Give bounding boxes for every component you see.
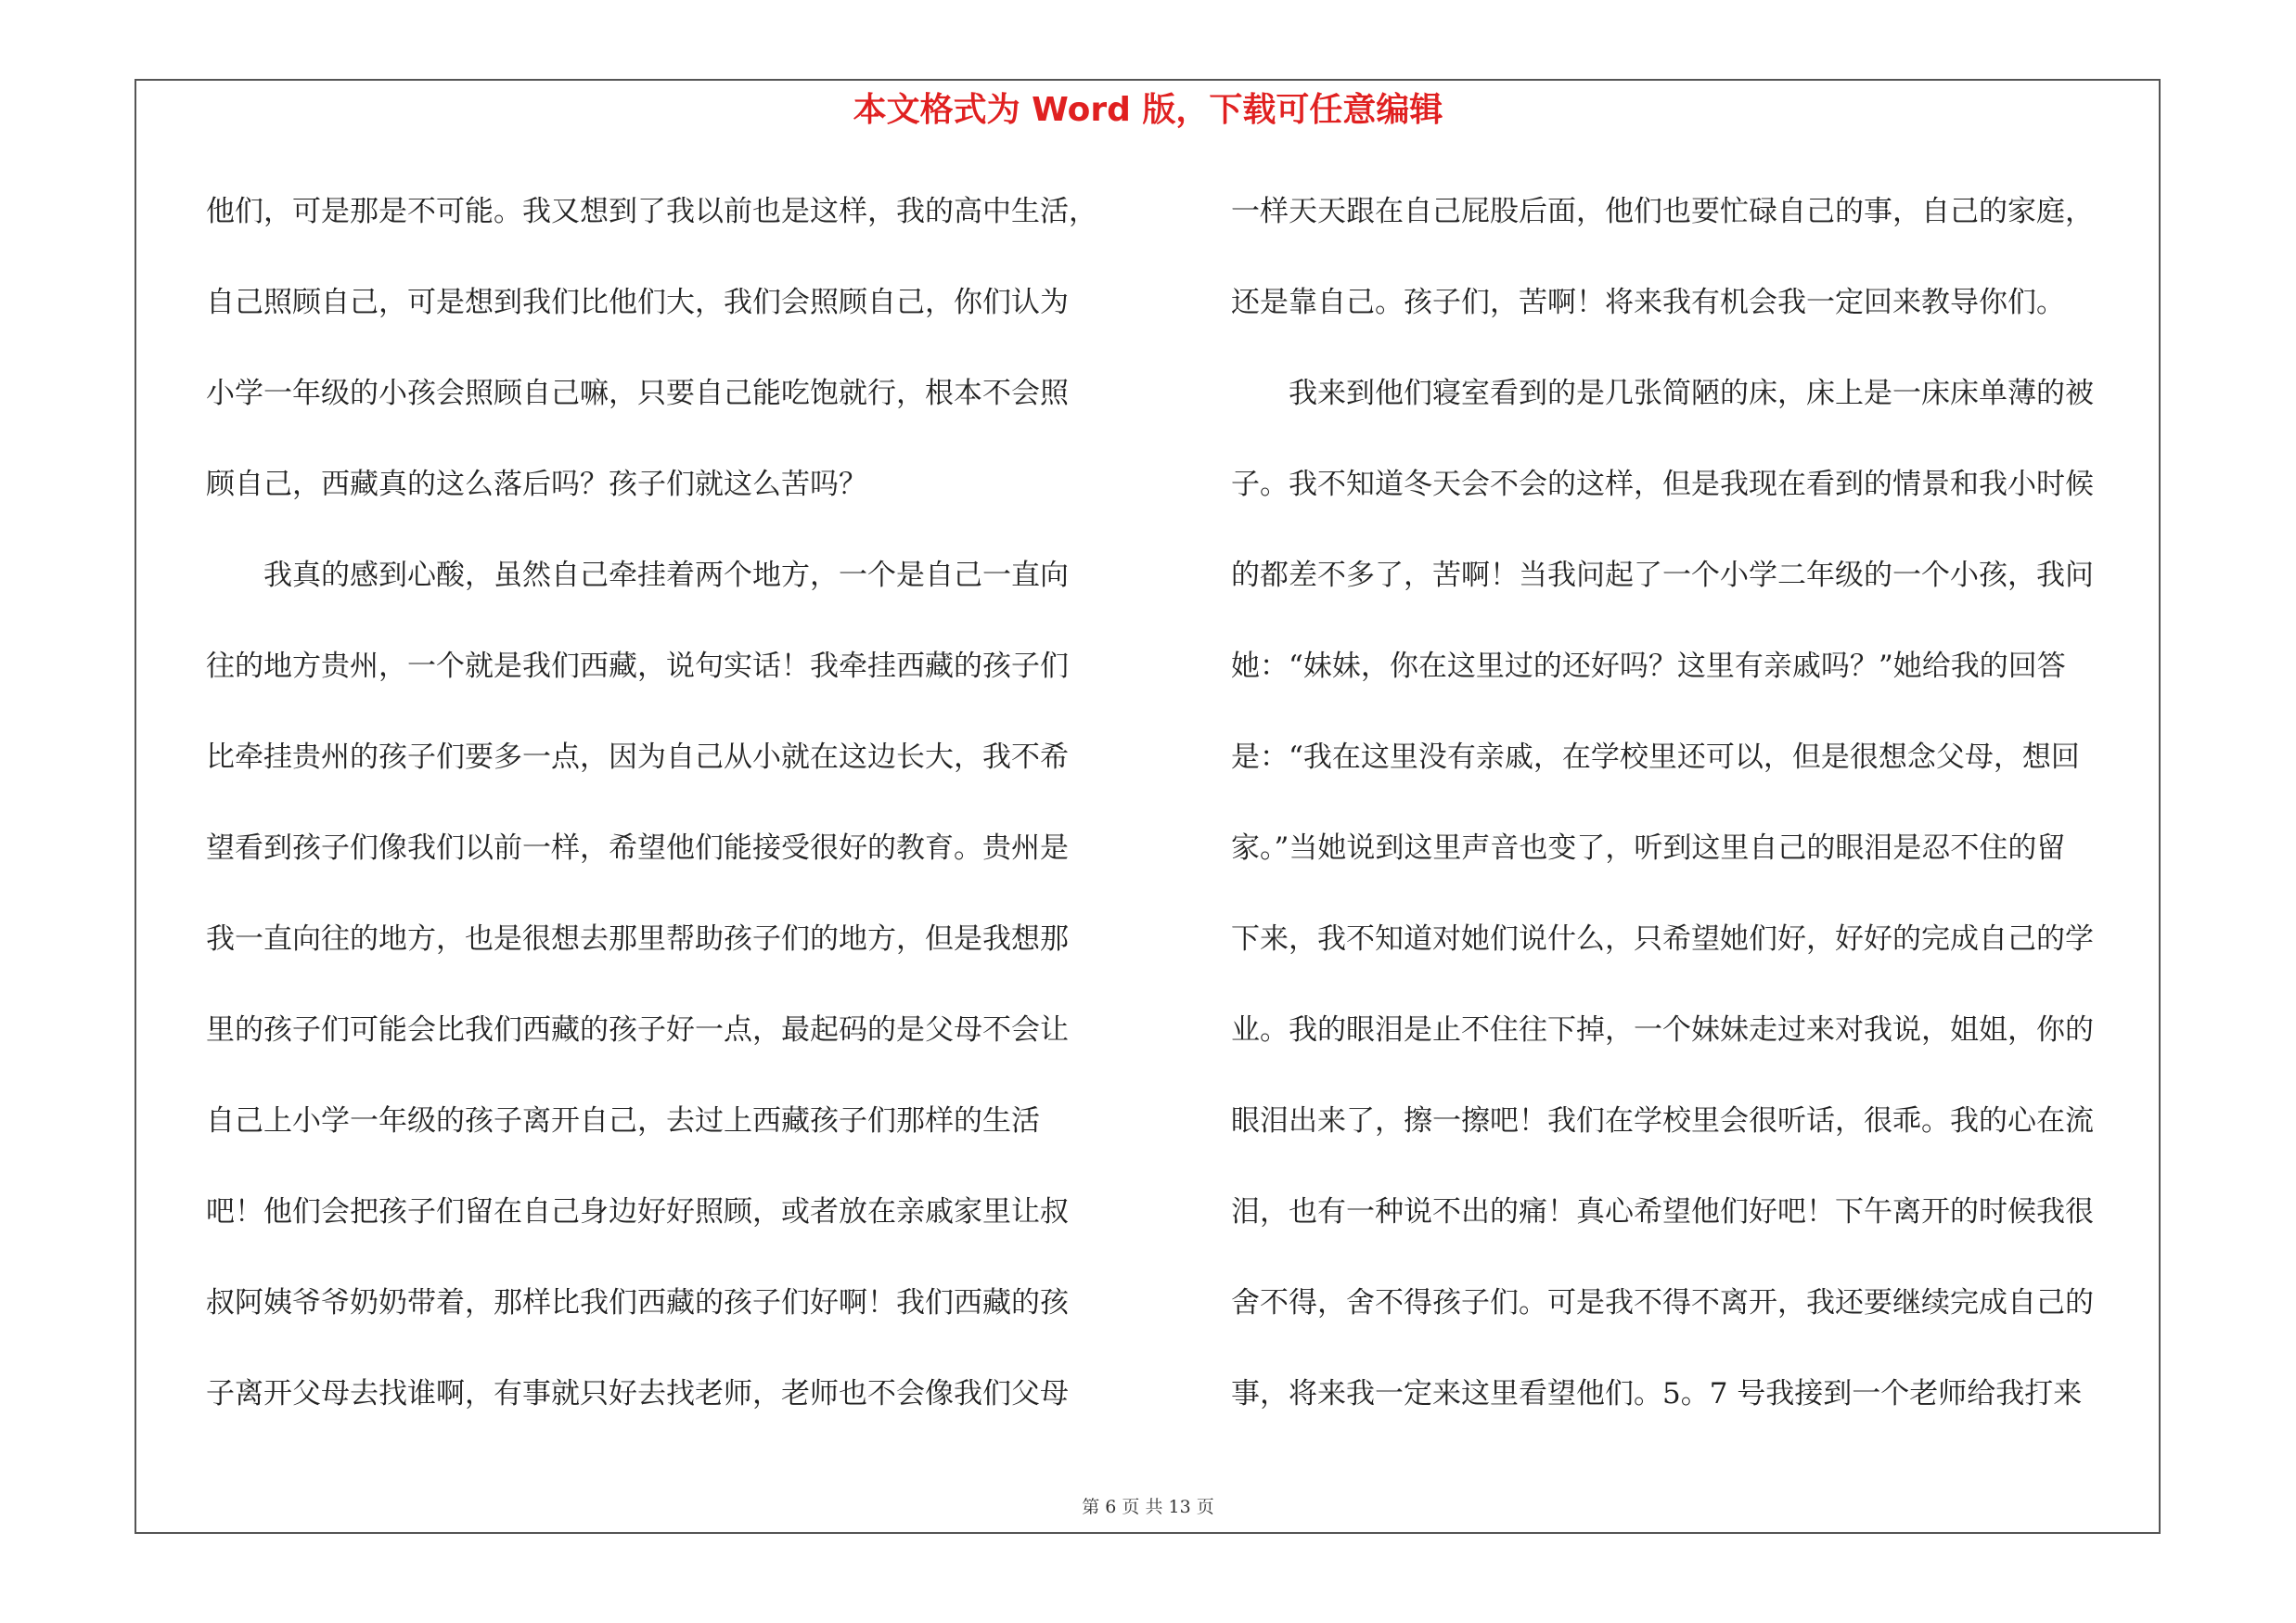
text-line: 的都差不多了，苦啊！当我问起了一个小学二年级的一个小孩，我问: [1231, 559, 2094, 592]
text-line: 自己上小学一年级的孩子离开自己，去过上西藏孩子们那样的生活: [206, 1104, 1040, 1138]
text-line: 下来，我不知道对她们说什么，只希望她们好，好好的完成自己的学: [1231, 922, 2094, 956]
text-line: 比牵挂贵州的孩子们要多一点，因为自己从小就在这边长大，我不希: [206, 741, 1069, 774]
text-line: 吧！他们会把孩子们留在自己身边好好照顾，或者放在亲戚家里让叔: [206, 1195, 1069, 1229]
document-header-title: 本文格式为 Word 版，下载可任意编辑: [853, 91, 1443, 129]
text-line: 顾自己，西藏真的这么落后吗？孩子们就这么苦吗？: [206, 468, 867, 501]
text-line: 我来到他们寝室看到的是几张简陋的床，床上是一床床单薄的被: [1231, 377, 2094, 410]
text-line: 自己照顾自己，可是想到我们比他们大，我们会照顾自己，你们认为: [206, 286, 1069, 319]
text-line: 里的孩子们可能会比我们西藏的孩子好一点，最起码的是父母不会让: [206, 1013, 1069, 1047]
text-line: 业。我的眼泪是止不住往下掉，一个妹妹走过来对我说，姐姐，你的: [1231, 1013, 2094, 1047]
text-line: 望看到孩子们像我们以前一样，希望他们能接受很好的教育。贵州是: [206, 831, 1069, 865]
text-line: 泪，也有一种说不出的痛！真心希望他们好吧！下午离开的时候我很: [1231, 1195, 2094, 1229]
text-line: 事，将来我一定来这里看望他们。5。7 号我接到一个老师给我打来: [1231, 1377, 2083, 1410]
text-line: 还是靠自己。孩子们，苦啊！将来我有机会我一定回来教导你们。: [1231, 286, 2065, 319]
text-line: 子。我不知道冬天会不会的这样，但是我现在看到的情景和我小时候: [1231, 468, 2094, 501]
text-line: 我一直向往的地方，也是很想去那里帮助孩子们的地方，但是我想那: [206, 922, 1069, 956]
text-line: 子离开父母去找谁啊，有事就只好去找老师，老师也不会像我们父母: [206, 1377, 1069, 1410]
page-number-footer: 第 6 页 共 13 页: [1082, 1497, 1214, 1517]
text-line: 她：“妹妹，你在这里过的还好吗？这里有亲戚吗？”她给我的回答: [1231, 650, 2066, 683]
text-line: 他们，可是那是不可能。我又想到了我以前也是这样，我的高中生活，: [206, 195, 1097, 228]
text-line: 眼泪出来了，擦一擦吧！我们在学校里会很听话，很乖。我的心在流: [1231, 1104, 2094, 1138]
text-line: 舍不得，舍不得孩子们。可是我不得不离开，我还要继续完成自己的: [1231, 1286, 2094, 1320]
text-line: 我真的感到心酸，虽然自己牵挂着两个地方，一个是自己一直向: [206, 559, 1069, 592]
text-line: 一样天天跟在自己屁股后面，他们也要忙碌自己的事，自己的家庭，: [1231, 195, 2094, 228]
text-line: 是：“我在这里没有亲戚，在学校里还可以，但是很想念父母，想回: [1231, 741, 2080, 774]
text-line: 家。”当她说到这里声音也变了，听到这里自己的眼泪是忍不住的留: [1231, 831, 2066, 865]
text-line: 往的地方贵州，一个就是我们西藏，说句实话！我牵挂西藏的孩子们: [206, 650, 1069, 683]
text-line: 小学一年级的小孩会照顾自己嘛，只要自己能吃饱就行，根本不会照: [206, 377, 1069, 410]
text-line: 叔阿姨爷爷奶奶带着，那样比我们西藏的孩子们好啊！我们西藏的孩: [206, 1286, 1069, 1320]
